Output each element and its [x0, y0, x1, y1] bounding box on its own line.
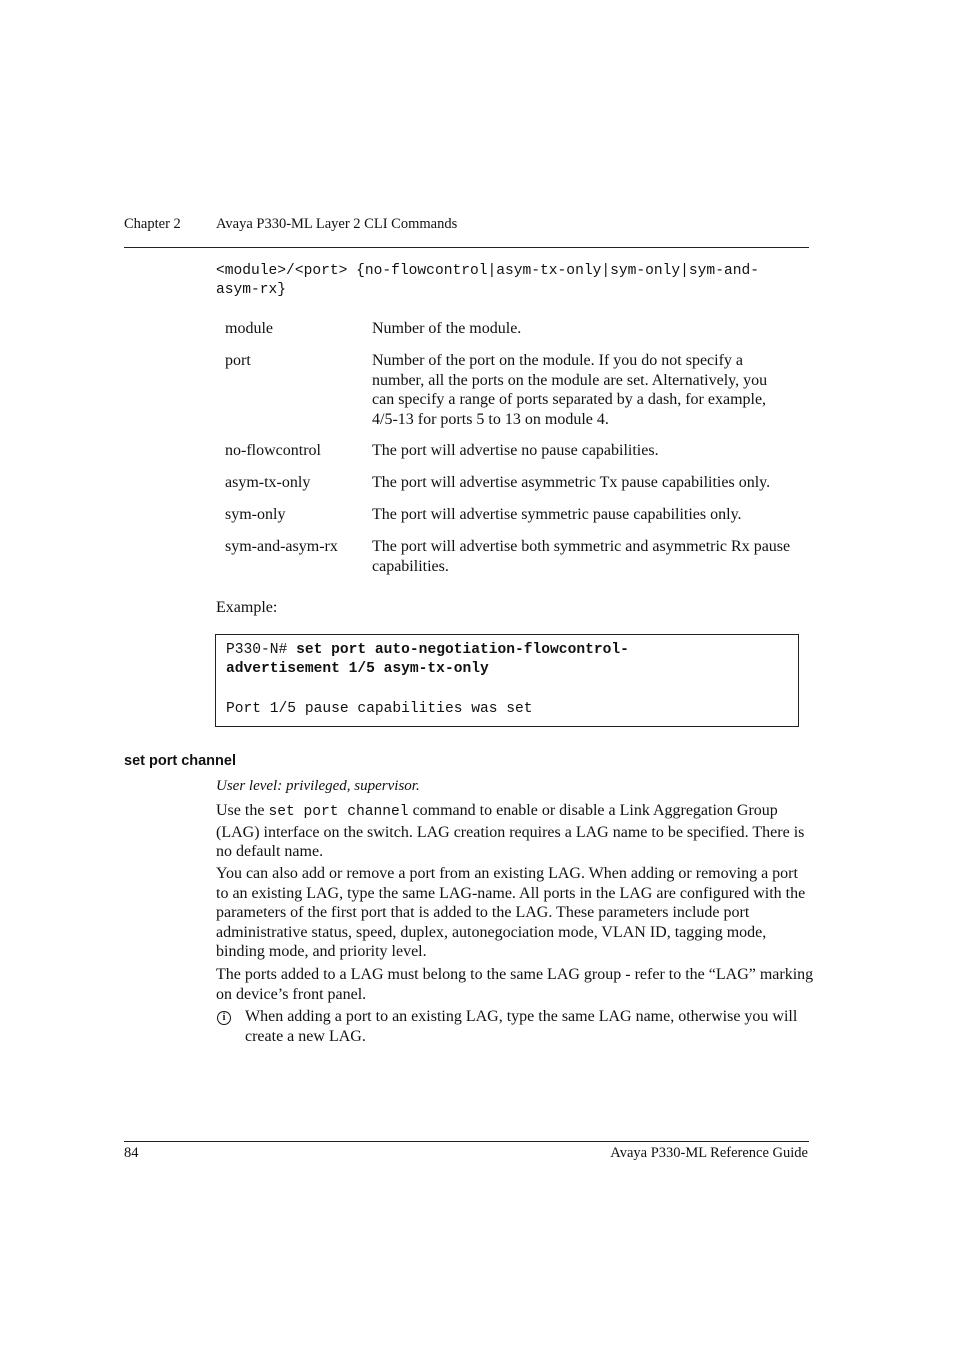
param-description: The port will advertise symmetric pause capabilities only. — [372, 506, 742, 523]
syntax-line: asym-rx} — [216, 282, 287, 298]
param-name: sym-and-asym-rx — [225, 538, 338, 555]
syntax-block — [216, 262, 816, 300]
inline-code: set port channel — [268, 804, 409, 820]
param-description: The port will advertise no pause capabilities. — [372, 442, 659, 459]
paragraph-text: command to enable or disable a Link Aggregation Group (LAG) interface on the switch. LAG creation requires a LAG name to be specified. There is no default name. — [216, 802, 805, 860]
section-title: set port channel — [124, 753, 236, 769]
paragraph-text: Use the — [216, 802, 265, 819]
code-prompt: P330-N# — [226, 642, 288, 658]
code-output: Port 1/5 pause capabilities was set — [226, 701, 533, 717]
info-icon: i — [217, 1011, 231, 1025]
param-name: sym-only — [225, 506, 286, 523]
header-chapter: Chapter 2 — [124, 216, 181, 232]
paragraph: You can also add or remove a port from an existing LAG. When adding or removing a port to an existing LAG, type the same LAG-name. All ports in the LAG are configured with the parameters of the first port that is added to the LAG. These parameters include port administrative status, speed, duplex, autonegociation mode, VLAN ID, tagging mode, binding mode, and priority level. — [216, 865, 806, 960]
param-description: Number of the module. — [372, 320, 522, 337]
example-label: Example: — [216, 599, 278, 616]
footer-rule — [124, 1141, 809, 1142]
param-description: The port will advertise both symmetric and asymmetric Rx pause capabilities. — [372, 538, 791, 575]
code-command: set port auto-negotiation-flowcontrol- — [296, 642, 629, 658]
paragraph — [216, 801, 814, 862]
note-text: When adding a port to an existing LAG, type the same LAG name, otherwise you will create a new LAG. — [245, 1008, 798, 1045]
user-level: User level: privileged, supervisor. — [216, 778, 420, 794]
code-command-line — [226, 641, 629, 660]
syntax-line: <module>/<port> {no-flowcontrol|asym-tx-only|sym-only|sym-and- — [216, 263, 759, 279]
header-rule — [124, 247, 809, 248]
page-number: 84 — [124, 1145, 139, 1161]
param-description: The port will advertise asymmetric Tx pause capabilities only. — [372, 474, 771, 491]
code-command-line — [226, 660, 489, 679]
param-name: module — [225, 320, 273, 337]
param-name: asym-tx-only — [225, 474, 311, 491]
paragraph: The ports added to a LAG must belong to the same LAG group - refer to the “LAG” marking on device’s front panel. — [216, 966, 814, 1003]
header-title: Avaya P330-ML Layer 2 CLI Commands — [216, 216, 458, 232]
param-description: Number of the port on the module. If you do not specify a number, all the ports on the module are set. Alternatively, you can specify a range of ports separated by a dash, for example, 4/5-13 for ports 5 to 13 on module 4. — [372, 352, 768, 428]
code-example-box — [215, 634, 799, 727]
code-command: advertisement 1/5 asym-tx-only — [226, 661, 489, 677]
footer-title: Avaya P330-ML Reference Guide — [610, 1145, 808, 1161]
param-name: port — [225, 352, 251, 369]
param-name: no-flowcontrol — [225, 442, 321, 459]
